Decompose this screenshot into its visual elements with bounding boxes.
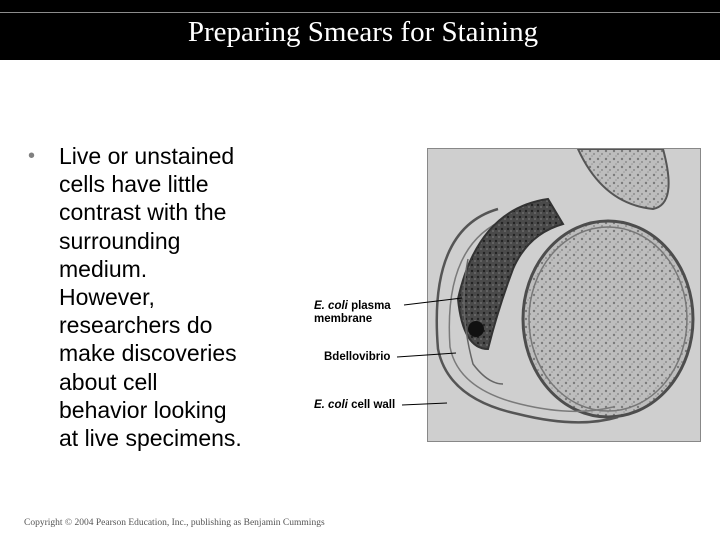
title-bar — [0, 0, 720, 60]
label-italic: E. coli — [314, 300, 348, 312]
label-text: Bdellovibrio — [324, 351, 391, 363]
slide-title: Preparing Smears for Staining — [187, 16, 539, 48]
label-text: cell wall — [347, 399, 396, 411]
bullet-dot: • — [28, 145, 36, 167]
bullet-line: Live or unstained — [59, 143, 235, 169]
label-plasma-membrane — [314, 300, 391, 326]
bullet-line: cells have little — [59, 171, 209, 198]
bullet-line: make discoveries — [59, 340, 237, 367]
micrograph-image — [427, 148, 701, 442]
copyright-footer: Copyright © 2004 Pearson Education, Inc., publishing as Benjamin Cummings — [24, 518, 325, 528]
bullet-line: medium. — [59, 255, 148, 282]
label-text: membrane — [314, 313, 373, 325]
bullet-line: behavior looking — [59, 396, 227, 423]
bullet-line: about cell — [59, 368, 158, 395]
label-bdellovibrio — [324, 351, 390, 364]
bullet-line: at live specimens. — [59, 425, 242, 452]
bullet-line: researchers do — [59, 312, 213, 339]
label-cell-wall — [314, 399, 395, 412]
bullet-text — [59, 142, 284, 452]
label-text: plasma — [347, 300, 391, 312]
bullet-line: However, — [59, 284, 155, 311]
title-rule — [0, 12, 720, 13]
bullet-line: surrounding — [59, 227, 181, 254]
bullet-line: contrast with the — [59, 199, 227, 226]
label-italic: E. coli — [314, 399, 348, 411]
